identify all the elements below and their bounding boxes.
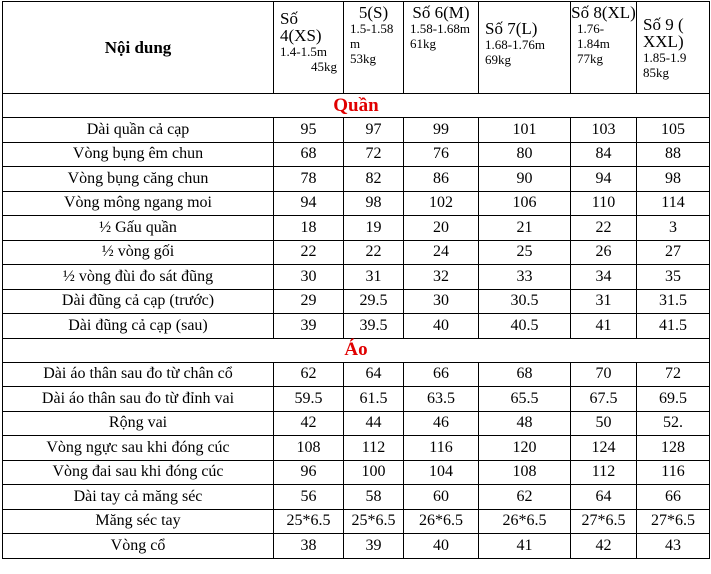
size-header-xxl [637,2,710,94]
size-header-xl [571,2,637,94]
measurement-cell: 42 [571,534,637,559]
row-label: Dài tay cả măng séc [3,485,274,510]
row-label: Dài đũng cả cạp (trước) [3,289,274,314]
header-row [3,2,710,94]
measurement-cell: 106 [479,191,571,216]
measurement-cell: 42 [274,411,344,436]
measurement-cell: 63.5 [404,387,479,412]
measurement-cell: 94 [274,191,344,216]
measurement-cell: 60 [404,485,479,510]
size-height: 1.4-1.5m [280,44,327,59]
measurement-cell: 39 [274,314,344,339]
size-height: 1.85-1.9 [643,50,687,65]
measurement-cell: 67.5 [571,387,637,412]
measurement-cell: 103 [571,118,637,143]
measurement-cell: 22 [274,240,344,265]
measurement-cell: 61.5 [344,387,404,412]
measurement-cell: 46 [404,411,479,436]
row-label: Măng séc tay [3,509,274,534]
measurement-cell: 108 [479,460,571,485]
measurement-cell: 68 [479,362,571,387]
size-name: Số 4(XS) [280,9,322,45]
size-weight: 77kg [577,51,603,66]
measurement-cell: 26 [571,240,637,265]
size-height: 1.58-1.68m [410,21,470,36]
measurement-cell: 62 [479,485,571,510]
measurement-cell: 82 [344,167,404,192]
measurement-cell: 68 [274,142,344,167]
table-row [3,362,710,387]
row-label: Vòng ngực sau khi đóng cúc [3,436,274,461]
measurement-cell: 105 [637,118,710,143]
measurement-cell: 41.5 [637,314,710,339]
table-row [3,118,710,143]
measurement-cell: 102 [404,191,479,216]
measurement-cell: 62 [274,362,344,387]
measurement-cell: 40.5 [479,314,571,339]
size-name: 5(S) [358,3,389,22]
size-weight: 85kg [643,65,669,80]
measurement-cell: 32 [404,265,479,290]
table-row [3,240,710,265]
size-header-m [404,2,479,94]
measurement-cell: 124 [571,436,637,461]
measurement-cell: 128 [637,436,710,461]
measurement-cell: 65.5 [479,387,571,412]
section-row [3,338,710,362]
content-header: Nội dung [3,2,274,94]
table-row [3,216,710,241]
measurement-cell: 40 [404,534,479,559]
table-row [3,191,710,216]
measurement-cell: 33 [479,265,571,290]
measurement-cell: 96 [274,460,344,485]
row-label: Dài áo thân sau đo từ chân cổ [3,362,274,387]
measurement-cell: 116 [404,436,479,461]
size-name: Số 8(XL) [571,3,636,22]
measurement-cell: 26*6.5 [479,509,571,534]
measurement-cell: 114 [637,191,710,216]
size-header-l [479,2,571,94]
measurement-cell: 104 [404,460,479,485]
measurement-cell: 29.5 [344,289,404,314]
measurement-cell: 22 [571,216,637,241]
measurement-cell: 76 [404,142,479,167]
table-row [3,167,710,192]
measurement-cell: 27*6.5 [637,509,710,534]
row-label: ½ vòng gối [3,240,274,265]
measurement-cell: 98 [344,191,404,216]
measurement-cell: 29 [274,289,344,314]
measurement-cell: 20 [404,216,479,241]
measurement-cell: 26*6.5 [404,509,479,534]
measurement-cell: 30 [274,265,344,290]
measurement-cell: 90 [479,167,571,192]
measurement-cell: 43 [637,534,710,559]
measurement-cell: 64 [344,362,404,387]
measurement-cell: 25*6.5 [344,509,404,534]
measurement-cell: 3 [637,216,710,241]
measurement-cell: 34 [571,265,637,290]
row-label: Vòng cổ [3,534,274,559]
table-row [3,142,710,167]
section-row [3,94,710,118]
size-header-s [344,2,404,94]
measurement-cell: 21 [479,216,571,241]
table-row [3,460,710,485]
table-row [3,314,710,339]
measurement-cell: 69.5 [637,387,710,412]
measurement-cell: 78 [274,167,344,192]
measurement-cell: 41 [571,314,637,339]
measurement-cell: 58 [344,485,404,510]
measurement-cell: 27*6.5 [571,509,637,534]
measurement-cell: 31 [571,289,637,314]
row-label: Dài quần cả cạp [3,118,274,143]
measurement-cell: 86 [404,167,479,192]
measurement-cell: 22 [344,240,404,265]
section-title: Quần [3,94,710,118]
table-row [3,509,710,534]
size-header-xs [274,2,344,94]
row-label: Vòng bụng căng chun [3,167,274,192]
measurement-cell: 31 [344,265,404,290]
measurement-cell: 39 [344,534,404,559]
size-weight: 61kg [410,36,436,51]
measurement-cell: 99 [404,118,479,143]
measurement-cell: 112 [344,436,404,461]
measurement-cell: 88 [637,142,710,167]
measurement-cell: 66 [637,485,710,510]
measurement-cell: 95 [274,118,344,143]
measurement-cell: 19 [344,216,404,241]
measurement-cell: 39.5 [344,314,404,339]
measurement-cell: 94 [571,167,637,192]
measurement-cell: 40 [404,314,479,339]
row-label: Vòng mông ngang moi [3,191,274,216]
measurement-cell: 41 [479,534,571,559]
row-label: Rộng vai [3,411,274,436]
measurement-cell: 70 [571,362,637,387]
size-weight: 69kg [485,52,511,67]
measurement-cell: 18 [274,216,344,241]
measurement-cell: 101 [479,118,571,143]
table-row [3,289,710,314]
table-row [3,436,710,461]
measurement-cell: 72 [637,362,710,387]
measurement-cell: 110 [571,191,637,216]
measurement-cell: 59.5 [274,387,344,412]
measurement-cell: 116 [637,460,710,485]
measurement-cell: 120 [479,436,571,461]
measurement-cell: 64 [571,485,637,510]
size-height: 1.68-1.76m [485,37,545,52]
measurement-cell: 31.5 [637,289,710,314]
table-row [3,387,710,412]
size-weight: 53kg [350,51,376,66]
table-row [3,534,710,559]
measurement-cell: 48 [479,411,571,436]
table-row [3,265,710,290]
measurement-cell: 44 [344,411,404,436]
measurement-cell: 100 [344,460,404,485]
measurement-cell: 38 [274,534,344,559]
measurement-cell: 98 [637,167,710,192]
size-height: 1.76-1.84m [577,21,610,51]
measurement-cell: 35 [637,265,710,290]
table-row [3,485,710,510]
measurement-cell: 25*6.5 [274,509,344,534]
measurement-cell: 66 [404,362,479,387]
size-name: Số 9 ( XXL) [643,15,684,51]
measurement-cell: 84 [571,142,637,167]
row-label: Vòng đai sau khi đóng cúc [3,460,274,485]
measurement-cell: 108 [274,436,344,461]
measurement-cell: 72 [344,142,404,167]
measurement-cell: 27 [637,240,710,265]
measurement-cell: 50 [571,411,637,436]
measurement-cell: 97 [344,118,404,143]
size-height: 1.5-1.58 m [350,21,394,51]
size-chart-table [2,1,710,559]
row-label: ½ Gấu quần [3,216,274,241]
measurement-cell: 56 [274,485,344,510]
size-name: Số 7(L) [485,19,538,38]
measurement-cell: 30 [404,289,479,314]
table-body [3,94,710,559]
measurement-cell: 52. [637,411,710,436]
section-title: Áo [3,338,710,362]
row-label: Dài đũng cả cạp (sau) [3,314,274,339]
row-label: Dài áo thân sau đo từ đỉnh vai [3,387,274,412]
row-label: ½ vòng đùi đo sát đũng [3,265,274,290]
table-row [3,411,710,436]
measurement-cell: 25 [479,240,571,265]
measurement-cell: 112 [571,460,637,485]
measurement-cell: 80 [479,142,571,167]
measurement-cell: 30.5 [479,289,571,314]
size-weight: 45kg [311,59,337,74]
size-name: Số 6(M) [412,3,470,22]
row-label: Vòng bụng êm chun [3,142,274,167]
measurement-cell: 24 [404,240,479,265]
